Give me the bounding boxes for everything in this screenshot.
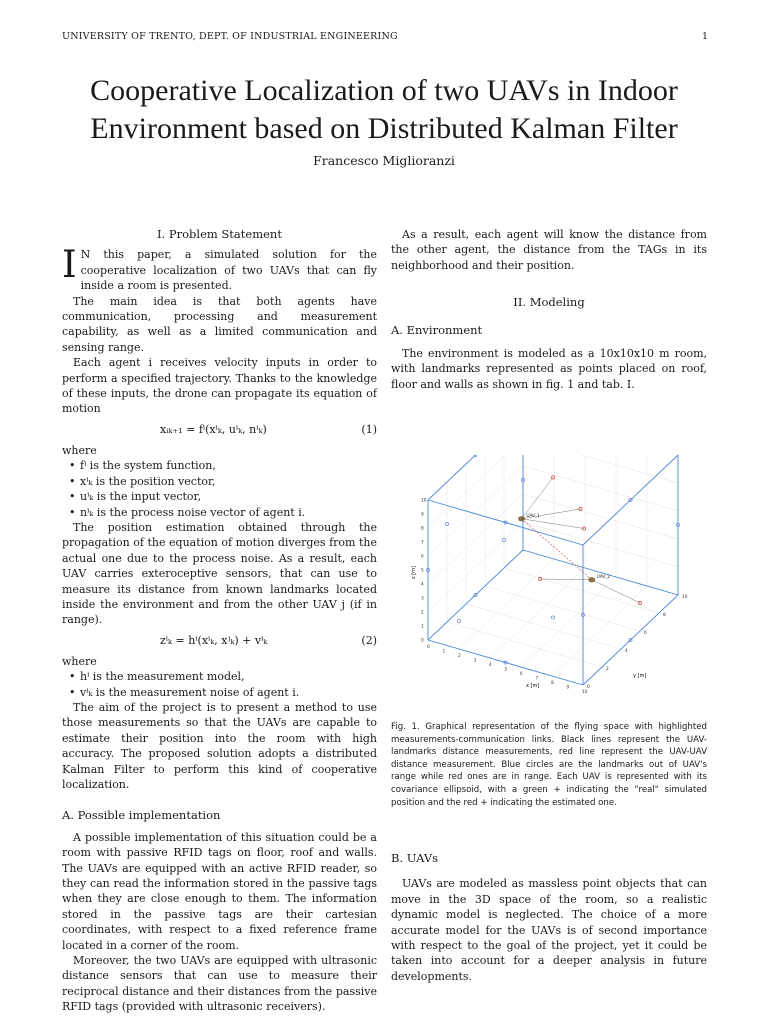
x-tick-label: 9 <box>566 685 570 691</box>
paragraph-uavs: UAVs are modeled as massless point objects that can move in the 3D space of the room, so a realistic dynamic model is neglected. The choice of a more accurate model for the UAVs is of second importance with respect to the goal of the project, yet it could be taken into account for a deeper analysis in future developments. <box>391 877 707 983</box>
grid-line <box>521 577 616 667</box>
room-edge <box>428 640 583 685</box>
grid-line <box>459 559 554 649</box>
y-tick-label: 4 <box>625 649 628 654</box>
uav-covariance-ellipsoid <box>518 516 525 521</box>
equation-1 <box>62 417 377 443</box>
y-tick-label: 8 <box>663 613 666 618</box>
z-tick-label: 2 <box>421 610 424 616</box>
z-tick-label: 5 <box>421 568 424 574</box>
grid-line <box>504 568 659 613</box>
where-2: where <box>62 654 97 668</box>
grid-line <box>447 622 602 667</box>
paragraph-aim: The aim of the project is to present a method to use those measurements so that the UAVs are capable to estimate their position into the room with high accuracy. The proposed solution adopts a distributed Kalman Filter to perform this kind of cooperative localization. <box>62 700 377 791</box>
z-tick-label: 7 <box>421 540 424 546</box>
x-tick-label: 7 <box>535 676 539 682</box>
definition-list-2 <box>62 669 377 700</box>
grid-line <box>523 455 678 483</box>
uav-label: UAV_2 <box>596 573 611 579</box>
paragraph-result: As a result, each agent will know the distance from the other agent, the distance from the TAGs in its neighborhood and their position. <box>391 228 707 272</box>
subsection-uavs-heading: B. UAVs <box>391 851 439 865</box>
z-tick-label: 6 <box>421 554 424 560</box>
author: Francesco Miglioranzi <box>313 153 455 168</box>
equation-2-number: (2) <box>361 633 377 647</box>
right-column-top <box>391 227 707 392</box>
paragraph-agent-inputs: Each agent i receives velocity inputs in order to perform a specified trajectory. Thanks to the knowledge of these inputs, the drone can propagate its equation of motion <box>62 356 377 416</box>
uav-covariance-ellipsoid <box>588 577 595 582</box>
measurement-links <box>522 478 641 604</box>
grid-line <box>428 455 523 528</box>
grid-line <box>428 522 523 612</box>
where-1: where <box>62 443 97 457</box>
paragraph-ultrasonic: Moreover, the two UAVs are equipped with ultrasonic distance sensors that can use to measure their reciprocal distance and their distances from the passive RFID tags (provided with ultrasonic receivers). <box>62 954 377 1014</box>
landmark-out-of-range <box>551 616 554 619</box>
section-1-heading: I. Problem Statement <box>157 227 282 241</box>
list-item: • vⁱₖ is the measurement noise of agent i. <box>80 685 377 700</box>
figure-1-room-plot <box>400 455 700 710</box>
x-tick-label: 8 <box>551 681 554 686</box>
room-edge <box>428 550 523 640</box>
paragraph-implementation: A possible implementation of this situation could be a room with passive RFID tags on floor, roof and walls. The UAVs are equipped with an active RFID reader, so they can read the information stored in the passive tags when they are close enough to them. The information stored in the passive tags are their cartesian coordinates, with respect to a fixed reference frame located in a corner of the room. <box>62 830 377 952</box>
z-tick-label: 4 <box>421 582 424 588</box>
z-tick-label: 10 <box>421 498 427 504</box>
room-edge <box>428 455 523 500</box>
x-tick-label: 1 <box>442 649 446 655</box>
x-tick-label: 0 <box>427 645 430 650</box>
page-number: 1 <box>702 31 709 42</box>
right-column-bottom <box>391 851 707 984</box>
grid-line <box>485 586 640 631</box>
x-tick-label: 4 <box>489 663 492 668</box>
list-item: • nⁱₖ is the process noise vector of agent i. <box>80 505 377 520</box>
list-item: • hⁱ is the measurement model, <box>80 669 377 684</box>
y-axis-label: y [m] <box>633 673 647 679</box>
section-2-heading: II. Modeling <box>513 295 585 310</box>
room-edge <box>583 455 678 545</box>
z-tick-label: 9 <box>421 512 424 518</box>
axis-ticks <box>421 498 688 696</box>
x-tick-label: 2 <box>458 654 461 659</box>
grid-line <box>490 568 585 658</box>
landmarks <box>426 455 679 664</box>
x-tick-label: 5 <box>504 667 508 673</box>
equation-2-body: zⁱₖ = hⁱ(xⁱₖ, xʲₖ) + vⁱₖ <box>160 633 268 647</box>
subsection-a-heading: A. Possible implementation <box>62 808 221 823</box>
y-tick-label: 2 <box>606 667 609 672</box>
list-item: • fⁱ is the system function, <box>80 458 377 473</box>
uav-landmark-link <box>592 580 640 603</box>
grid-line <box>428 494 523 584</box>
x-axis-label: x [m] <box>526 683 540 689</box>
definition-list-1 <box>62 458 377 520</box>
x-tick-label: 6 <box>520 672 523 677</box>
y-tick-label: 10 <box>682 595 688 600</box>
room-edge <box>583 595 678 685</box>
room-edge <box>523 550 678 595</box>
equation-1-body: xᵢₖ₊₁ = fⁱ(xⁱₖ, uⁱₖ, nⁱₖ) <box>160 422 267 436</box>
grid-line <box>523 494 678 539</box>
title-line-2: Environment based on Distributed Kalman Filter <box>90 112 678 145</box>
grid-line <box>428 466 523 556</box>
drop-cap: I <box>62 243 77 287</box>
left-column <box>62 227 377 1015</box>
room-cube <box>428 455 678 685</box>
z-tick-label: 8 <box>421 526 424 532</box>
landmark-out-of-range <box>457 619 460 622</box>
paragraph-position-estimation: The position estimation obtained through the propagation of the equation of motion diverges from the actual one due to the process noise. As a result, each UAV carries exteroceptive sensors, that can use to measure its distance from known landmarks located inside the environment and from the other UAV j (if in range). <box>62 520 377 627</box>
x-tick-label: 3 <box>473 658 477 664</box>
list-item: • uⁱₖ is the input vector, <box>80 489 377 504</box>
uav-landmark-link <box>540 579 592 580</box>
y-tick-label: 6 <box>644 631 647 636</box>
uav-landmark-link <box>522 519 585 529</box>
z-tick-label: 3 <box>421 596 424 602</box>
intro-text: N this paper, a simulated solution for the cooperative localization of two UAVs that can fly inside a room is presented. <box>80 248 377 293</box>
subsection-environment-heading: A. Environment <box>391 322 483 337</box>
x-tick-label: 10 <box>582 690 588 695</box>
figure-1-caption: Fig. 1. Graphical representation of the flying space with highlighted measurements-communication links. Black lines represent the UAV-landmarks distance measurements, red line represent the UAV-UAV distance measurement. Blue circles are the landmarks out of UAV's range while red ones are in range. Each UAV is represented with its covariance ellipsoid, with a green + indicating the "real" simulated position and the red + indicating the estimated one. <box>391 722 707 808</box>
grid-line <box>466 604 621 649</box>
paper-title <box>40 72 728 148</box>
equation-2 <box>62 628 377 654</box>
grid-line <box>523 466 678 511</box>
z-axis-label: z [m] <box>411 566 417 579</box>
z-tick-label: 1 <box>421 624 424 630</box>
intro-paragraph <box>62 243 377 293</box>
uavs <box>518 513 610 583</box>
running-head: UNIVERSITY OF TRENTO, DEPT. OF INDUSTRIAL ENGINEERING <box>62 31 398 42</box>
z-tick-label: 0 <box>421 638 424 644</box>
title-line-1: Cooperative Localization of two UAVs in Indoor <box>90 74 678 107</box>
y-tick-label: 0 <box>587 685 590 690</box>
list-item: • xⁱₖ is the position vector, <box>80 474 377 489</box>
equation-1-number: (1) <box>361 422 377 436</box>
paragraph-main-idea: The main idea is that both agents have communication, processing and measurement capability, as well as a limited communication and sensing range. <box>62 294 377 354</box>
grid-line <box>428 455 523 500</box>
paragraph-environment: The environment is modeled as a 10x10x10 m room, with landmarks represented as points placed on roof, floor and walls as shown in fig. 1 and tab. I. <box>391 347 707 391</box>
uav-label: UAV_1 <box>526 512 540 518</box>
